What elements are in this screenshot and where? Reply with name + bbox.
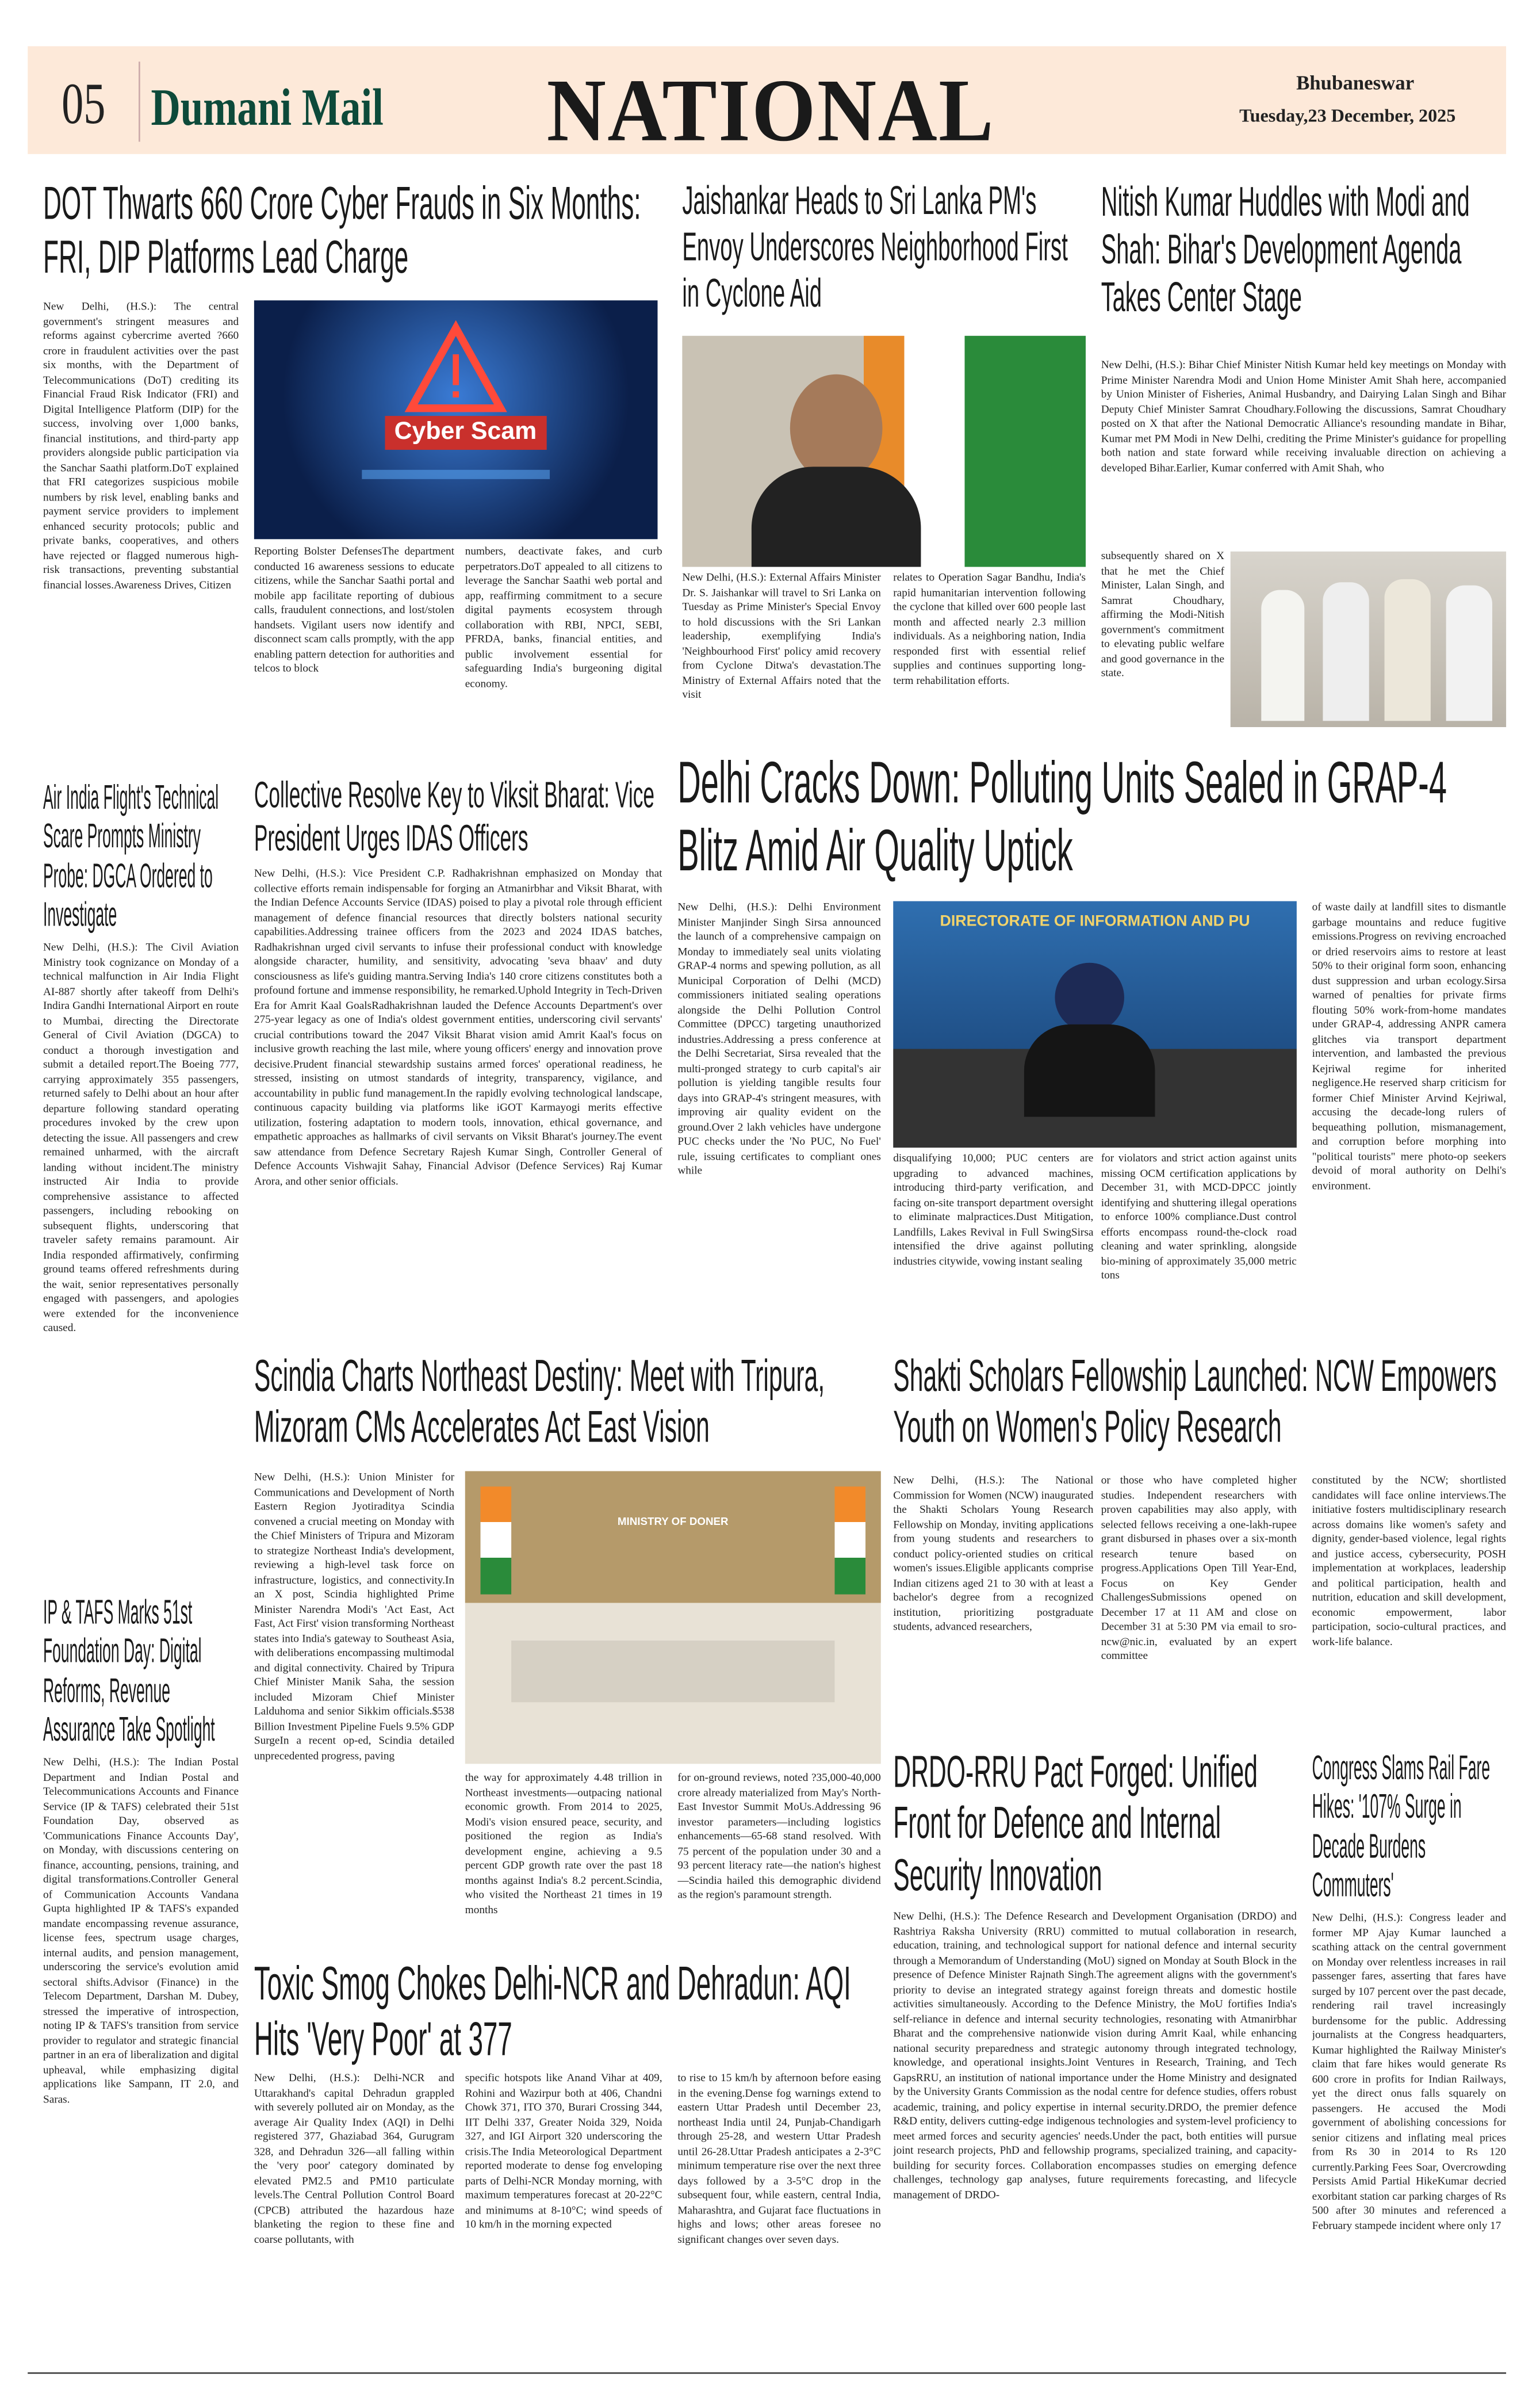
article-text: numbers, deactivate fakes, and curb perpetrators.DoT appealed to all citizens to leverage the Sanchar Saathi web portal and app, reaffirming commitment to a secure digital payments ecosystem through collaboration with RBI, NPCI, SEBI, PFRDA, banks, financial entities, and public involvement essential for safeguarding India's burgeoning digital economy. bbox=[465, 545, 662, 690]
article-text: New Delhi, (H.S.): Union Minister for Communications and Development of North Eastern Region Jyotiraditya Scindia convened a crucial meeting on Monday with the Chief Ministers of Tripura and Mizoram to strategize Northeast India's development, reviewing a high-level task force on infrastructure, logistics, and connectivity.In an X post, Scindia highlighted Prime Minister Narendra Modi's 'Act East, Act Fast, Act First' vision transforming Northeast states into India's gateway to Southeast Asia, with deliberations encompassing multimodal and digital connectivity. Chaired by Tripura Chief Minister Manik Saha, the session included Mizoram Chief Minister Lalduhoma and senior Sikkim officials.$538 Billion Investment Pipeline Fuels 9.5% GDP SurgeIn a recent op-ed, Scindia detailed unprecedented progress, paving bbox=[254, 1471, 455, 1762]
masthead: Dumani Mail bbox=[151, 80, 384, 137]
footer-rule bbox=[28, 2372, 1506, 2374]
headline-shakti: Shakti Scholars Fellowship Launched: NCW Empowers Youth on Women's Policy Research bbox=[893, 1352, 1497, 1454]
headline-jaishankar: Jaishankar Heads to Sri Lanka PM's Envoy Underscores Neighborhood First in Cyclone Aid bbox=[682, 177, 1068, 316]
article-text: New Delhi, (H.S.): The Defence Research and Development Organisation (DRDO) and Rashtriya Raksha University (RRU) committed to mutual collaboration in research, education, training, and technological support for national defence and internal security through a Memorandum of Understanding (MoU) signed on Monday at South Block in the presence of Defence Minister Rajnath Singh.The agreement aligns with the government's priority to devise an integrated strategy against foreign threats and domestic hostile activities simultaneously. According to the Defence Ministry, the MoU fortifies India's self-reliance in defence and internal security technologies, resonating with Atmanirbhar Bharat and the comprehensive nationwide vision during Amrit Kaal, while enhancing national security preparedness and strategic autonomy through integrated technology, knowledge, and operational insights.Joint Ventures in Research, Training, and Tech GapsRRU, an institution of national importance under the Home Ministry and designated by the University Grants Commission as the nodal centre for defence studies, offers robust academic, training, and policy expertise in internal security.DRDO, the premier defence R&D entity, delivers cutting-edge indigenous technologies and system-level proficiency to meet armed forces and security agencies' needs.Under the pact, both entities will pursue joint research projects, PhD and fellowship programs, specialized training, and capacity-building for security forces. Collaboration encompasses studies on emerging defence challenges, technology gap analyses, future requirements forecasting, and lifecycle management of DRDO- bbox=[893, 1910, 1297, 2201]
page-number: 05 bbox=[62, 72, 106, 137]
headline-air-india: Air India Flight's Technical Scare Prompts Ministry Probe: DGCA Ordered to Investigate bbox=[43, 778, 219, 934]
delhi-press-conference-photo bbox=[893, 901, 1297, 1148]
edition-date: Tuesday,23 December, 2025 bbox=[1239, 105, 1456, 127]
article-text: for on-ground reviews, noted ?35,000-40,000 crore already materialized from May's North-East Investor Summit MoUs.Addressing 96 investor parameters—including logistics enhancements—65-68 stand resolved. With 75 percent of the population under 30 and a 93 percent literacy rate—the nation's highest—Scindia hailed this demographic dividend as the region's paramount strength. bbox=[677, 1771, 881, 1901]
backdrop-text: DIRECTORATE OF INFORMATION AND PU bbox=[940, 913, 1250, 931]
article-text: New Delhi, (H.S.): The Civil Aviation Ministry took cognizance on Monday of a technical malfunction in Air India Flight AI-887 shortly after takeoff from Delhi's Indira Gandhi International Airport en route to Mumbai, directing the Directorate General of Civil Aviation (DGCA) to conduct a thorough investigation and submit a detailed report.The Boeing 777, carrying approximately 355 passengers, returned safely to Delhi about an hour after departure following standard operating procedures invoked by the crew upon detecting the issue. All passengers and crew remained unharmed, with the aircraft landing without incident.The ministry instructed Air India to provide comprehensive assistance to affected passengers, including rebooking on subsequent flights, underscoring that traveler safety remains paramount. Air India responded affirmatively, confirming ground teams offered refreshments during the wait, senior representatives personally engaged with passengers, and apologies were extended for the inconvenience caused. bbox=[43, 941, 239, 1335]
article-ip-tafs bbox=[43, 1593, 239, 2357]
article-text: disqualifying 10,000; PUC centers are upgrading to advanced machines, introducing third-party verification, and facing on-site transport department oversight to eliminate malpractices.Dust Mitigation, Landfills, Lakes Revival in Full SwingSirsa intensified the drive against polluting industries citywide, vowing instant sealing bbox=[893, 1152, 1094, 1267]
article-text: the way for approximately 4.48 trillion in Northeast investments—outpacing national economic growth. From 2014 to 2025, Modi's vision ensured peace, security, and positioned the region as India's development engine, achieving a 9.5 percent GDP growth rate over the past 18 months against India's 8.2 percent.Scindia, who visited the Northeast 21 times in 19 months bbox=[465, 1771, 662, 1916]
cyber-scam-label: Cyber Scam bbox=[385, 416, 546, 450]
headline-drdo: DRDO-RRU Pact Forged: Unified Front for Defence and Internal Security Innovation bbox=[893, 1748, 1258, 1901]
headline-ip-tafs-wrap bbox=[43, 1593, 239, 1749]
nitish-modi-meeting-photo bbox=[1231, 552, 1506, 727]
article-air-india bbox=[43, 778, 239, 1586]
article-text: New Delhi, (H.S.): Congress leader and former MP Ajay Kumar launched a scathing attack on the central government on Monday over relentless increases in rail passenger fares, asserting that fares have surged by 107 percent over the past decade, rendering rail travel increasingly burdensome for the public. Addressing journalists at the Congress headquarters, Kumar highlighted the Railway Minister's claim that fare hikes would generate Rs 600 crore in profits for Indian Railways, yet the direct onus falls squarely on passengers. He accused the Modi government of abolishing concessions for senior citizens and inflating meal prices from Rs 30 in 2014 to Rs 120 currently.Parking Fees Soar, Overcrowding Persists Amid Partial HikeKumar decried exorbitant station car parking charges of Rs 500 after 30 minutes and referenced a February stampede incident where only 17 bbox=[1312, 1911, 1507, 2232]
article-text: subsequently shared on X that he met the Chief Minister, Lalan Singh, and Samrat Choudhary, affirming the Modi-Nitish government's commitment to elevating public welfare and good governance in the state. bbox=[1101, 550, 1225, 679]
headline-ip-tafs: IP & TAFS Marks 51st Foundation Day: Digital Reforms, Revenue Assurance Take Spotlight bbox=[43, 1593, 215, 1749]
headline-delhi-cracks-down: Delhi Cracks Down: Polluting Units Sealed in GRAP-4 Blitz Amid Air Quality Uptick bbox=[677, 751, 1447, 884]
article-text: constituted by the NCW; shortlisted candidates will face online interviews.The initiative fosters multidisciplinary research across domains like women's safety and dignity, gender-based violence, legal rights and justice access, cybersecurity, POSH implementation at workplaces, leadership and political participation, health and nutrition, education and skill development, economic empowerment, labor participation, socio-cultural practices, and work-life balance. bbox=[1312, 1474, 1507, 1648]
header-divider bbox=[139, 62, 140, 142]
article-drdo bbox=[893, 1749, 1297, 2357]
headline-air-india-wrap bbox=[43, 778, 239, 934]
headline-collective-resolve: Collective Resolve Key to Viksit Bharat: Vice President Urges IDAS Officers bbox=[254, 775, 655, 859]
article-text: relates to Operation Sagar Bandhu, India's rapid humanitarian intervention following the cyclone that killed over 600 people last month and affected nearly 2.3 million individuals. As a neighboring nation, India responded first with essential relief supplies and continues supporting long-term rehabilitation efforts. bbox=[893, 571, 1086, 687]
headline-scindia-wrap bbox=[254, 1352, 881, 1455]
article-congress bbox=[1312, 1749, 1506, 2357]
headline-jaishankar-wrap bbox=[682, 179, 1086, 317]
section-title: NATIONAL bbox=[546, 60, 995, 160]
scindia-meeting-photo bbox=[465, 1471, 881, 1764]
headline-dot-wrap bbox=[43, 179, 662, 285]
headline-toxic-smog: Toxic Smog Chokes Delhi-NCR and Dehradun: AQI Hits 'Very Poor' at 377 bbox=[254, 1956, 851, 2066]
headline-collective-wrap bbox=[254, 775, 662, 860]
headline-congress-wrap bbox=[1312, 1749, 1506, 1905]
headline-drdo-wrap bbox=[893, 1749, 1297, 1903]
article-text: New Delhi, (H.S.): Delhi-NCR and Uttarakhand's capital Dehradun grappled with severely polluted air on Monday, as the average Air Quality Index (AQI) in Delhi registered 377, Ghaziabad 364, Gurugram 328, and Dehradun 326—all falling within the 'very poor' category dominated by elevated PM2.5 and PM10 particulate levels.The Central Pollution Control Board (CPCB) attributed the hazardous haze blanketing the region to these fine and coarse pollutants, with bbox=[254, 2071, 455, 2246]
headline-congress: Congress Slams Rail Fare Hikes: '107% Surge in Decade Burdens Commuters' bbox=[1312, 1748, 1491, 1904]
article-text: New Delhi, (H.S.): Bihar Chief Minister Nitish Kumar held key meetings on Monday with Prime Minister Narendra Modi and Union Home Minister Amit Shah here, accompanied by Union Minister of Fisheries, Animal Husbandry, and Dairying Lalan Singh and Bihar Deputy Chief Minister Samrat Choudhary.Following the discussions, Samrat Choudhary posted on X that after the National Democratic Alliance's resounding mandate in Bihar, Kumar met PM Modi in New Delhi, crediting the Prime Minister's guidance for propelling both nation and state forward while receiving invaluable direction on achieving a developed Bihar.Earlier, Kumar conferred with Amit Shah, who bbox=[1101, 358, 1507, 474]
article-text: New Delhi, (H.S.): The National Commission for Women (NCW) inaugurated the Shakti Scholars Young Research Fellowship on Monday, inviting applications from young students and researchers to conduct policy-oriented studies on critical women's issues.Eligible applicants comprise Indian citizens aged 21 to 30 with at least a bachelor's degree from a recognized institution, prioritizing postgraduate students, advanced researchers, bbox=[893, 1474, 1094, 1633]
backdrop-text: MINISTRY OF DONER bbox=[617, 1517, 729, 1528]
edition-city: Bhubaneswar bbox=[1296, 71, 1415, 94]
article-text: or those who have completed higher studies. Independent researchers with proven capabilities may also apply, with selected fellows receiving a one-lakh-rupee grant disbursed in phases over a six-month research tenure based on progress.Applications Open Till Year-End, Focus on Key Gender ChallengesSubmissions opened on December 17 at 11 AM and close on December 31 at 5:30 PM via email to sro-ncw@nic.in, evaluated by an expert committee bbox=[1101, 1474, 1297, 1662]
headline-smog-wrap bbox=[254, 1956, 881, 2066]
article-text: to rise to 15 km/h by afternoon before easing in the evening.Dense fog warnings extend to eastern Uttar Pradesh until December 23, northeast India until 24, Punjab-Chandigarh through 25-28, and western Uttar Pradesh until 26-28.Uttar Pradesh anticipates a 2-3°C minimum temperature rise over the next three days followed by a 3-5°C drop in the subsequent four, while eastern, central India, Maharashtra, and Gujarat face fluctuations in highs and lows; other areas foresee no significant changes over seven days. bbox=[677, 2071, 881, 2246]
headline-dot: DOT Thwarts 660 Crore Cyber Frauds in Six Months: FRI, DIP Platforms Lead Charge bbox=[43, 178, 641, 283]
article-text: New Delhi, (H.S.): External Affairs Minister Dr. S. Jaishankar will travel to Sri Lanka on Tuesday as Prime Minister's Special Envoy to hold discussions with the Sri Lankan leadership, exemplifying India's 'Neighbourhood First' policy amid recovery from Cyclone Ditwa's devastation.The Ministry of External Affairs noted that the visit bbox=[682, 571, 881, 701]
article-text: specific hotspots like Anand Vihar at 409, Rohini and Wazirpur both at 406, Chandni Chowk 371, ITO 370, Burari Crossing 344, IIT Delhi 337, Greater Noida 329, Noida 327, and IGI Airport 320 underscoring the crisis.The India Meteorological Department reported moderate to dense fog enveloping parts of Delhi-NCR Monday morning, with maximum temperatures forecast at 20-22°C and minimums at 8-10°C; wind speeds of 10 km/h in the morning expected bbox=[465, 2071, 662, 2231]
article-text: New Delhi, (H.S.): Vice President C.P. Radhakrishnan emphasized on Monday that collective efforts remain indispensable for forging an Atmanirbhar and Viksit Bharat, with the Indian Defence Accounts Service (IDAS) poised to play a pivotal role through efficient management of defence financial resources that directly bolsters national security capabilities.Addressing trainee officers from the 2023 and 2024 IDAS batches, Radhakrishnan urged civil servants to infuse their professional conduct with knowledge alongside character, humility, and sensitivity, advocating 'seva bhaav' and duty consciousness as life's guiding mantra.Serving India's 140 crore citizens constitutes both a profound fortune and immense responsibility, he remarked.Uphold Integrity in Tech-Driven Era for Amrit Kaal GoalsRadhakrishnan lauded the Defence Accounts Department's over 275-year legacy as one of India's oldest government entities, underscoring civil servants' crucial contributions toward the 2047 Viksit Bharat vision amid Amrit Kaal's focus on inclusive growth reaching the last mile, where young officers' energy and innovation prove decisive.Prudent financial stewardship sustains armed forces' operational readiness, he stressed, insisting on utmost standards of integrity, transparency, vigilance, and accountability in public fund management.In the rapidly evolving technological landscape, continuous capacity building via platforms like iGOT Karmayogi merits effective utilization, fostering adaptation to modern tools, innovation, ethical governance, and empathetic approaches as hallmarks of civil servants on Viksit Bharat's journey.The event saw attendance from Defence Secretary Rajesh Kumar Singh, Controller General of Defence Accounts Vishwajit Sahay, Financial Advisor (Defence Services) Raj Kumar Arora, and other senior officials. bbox=[254, 867, 662, 1187]
article-text: New Delhi, (H.S.): Delhi Environment Minister Manjinder Singh Sirsa announced the launch of a comprehensive campaign on Monday to immediately seal units violating GRAP-4 norms and spewing pollution, as all Municipal Corporation of Delhi (MCD) commissioners initiated sealing operations alongside the Delhi Pollution Control Committee (DPCC) targeting unauthorized industries.Addressing a press conference at the Delhi Secretariat, Sirsa revealed that the multi-pronged strategy to curb capital's air pollution is yielding tangible results four days into GRAP-4's stringent measures, with improving air quality evident on the ground.Over 2 lakh vehicles have undergone PUC checks under the 'No PUC, No Fuel' rule, issuing certificates to compliant ones while bbox=[677, 901, 881, 1177]
article-text: of waste daily at landfill sites to dismantle garbage mountains and reduce fugitive emissions.Progress on reviving encroached or dried reservoirs aims to restore at least 50% to their original form soon, enhancing dust suppression and urban ecology.Sirsa warned of penalties for private firms flouting 50% work-from-home mandates under GRAP-4, addressing ANPR camera glitches via transport department intervention, and lambasted the previous Kejriwal regime for inherited negligence.He reserved sharp criticism for former Chief Minister Arvind Kejriwal, accusing the decade-long rulers of bequeathing pollution, mismanagement, and corruption before morphing into "political tourists" mere photo-op seekers devoid of moral authority on Delhi's environment. bbox=[1312, 901, 1507, 1192]
article-text: New Delhi, (H.S.): The Indian Postal Department and Indian Postal and Telecommunications Accounts and Finance Service (IP & TAFS) celebrated their 51st Foundation Day, observed as 'Communications Finance Accounts Day', on Monday, with discussions centering on finance, accounting, pensions, training, and digital transformations.Controller General of Communication Accounts Vandana Gupta highlighted IP & TAFS's expanded mandate encompassing revenue assurance, license fees, spectrum usage charges, internal audits, and pension management, underscoring the service's evolution amid sectoral shifts.Advisor (Finance) in the Telecom Department, Darshan M. Dubey, stressed the imperative of introspection, noting IP & TAFS's transition from service provider to regulator and strategic financial partner in an era of liberalization and digital upheaval, while emphasizing digital applications like Sampann, IT 2.0, and Saras. bbox=[43, 1756, 239, 2105]
headline-nitish-wrap bbox=[1101, 179, 1506, 322]
headline-delhi-wrap bbox=[677, 752, 1506, 886]
article-text: New Delhi, (H.S.): The central government's stringent measures and reforms against cybercrime averted ?660 crore in fraudulent activities over the past six months, with the Department of Telecommunications (DoT) crediting its Financial Fraud Risk Indicator (FRI) and Digital Intelligence Platform (DIP) for the success, involving over 1,000 banks, financial institutions, and third-party app providers alongside public participation via the Sanchar Saathi platform.DoT explained that FRI categorizes suspicious mobile numbers by risk level, enabling banks and payment service providers to implement enhanced security protocols; public and private banks, cooperatives, and others have rejected or flagged numerous high-risk transactions, preventing substantial financial losses.Awareness Drives, Citizen bbox=[43, 300, 239, 591]
headline-nitish: Nitish Kumar Huddles with Modi and Shah: Bihar's Development Agenda Takes Center Stage bbox=[1101, 178, 1470, 321]
jaishankar-photo bbox=[682, 336, 1086, 567]
article-collective-resolve bbox=[254, 775, 662, 1343]
article-text: for violators and strict action against units missing OCM certification applications by December 31, with MCD-DPCC jointly identifying and shuttering illegal operations to enforce 100% compliance.Dust control efforts encompass round-the-clock road cleaning and water sprinkling, alongside bio-mining of approximately 35,000 metric tons bbox=[1101, 1152, 1297, 1282]
headline-shakti-wrap bbox=[893, 1352, 1506, 1455]
cyber-scam-image bbox=[254, 300, 658, 539]
article-text: Reporting Bolster DefensesThe department conducted 16 awareness sessions to educate citizens, while the Sanchar Saathi portal and mobile app facilitate reporting of dubious calls, fraudulent connections, and lost/stolen handsets. Vigilant users now identify and disconnect scam calls promptly, with the app enabling pattern detection for authorities and telcos to block bbox=[254, 545, 455, 675]
headline-scindia: Scindia Charts Northeast Destiny: Meet with Tripura, Mizoram CMs Accelerates Act East Vision bbox=[254, 1352, 825, 1454]
